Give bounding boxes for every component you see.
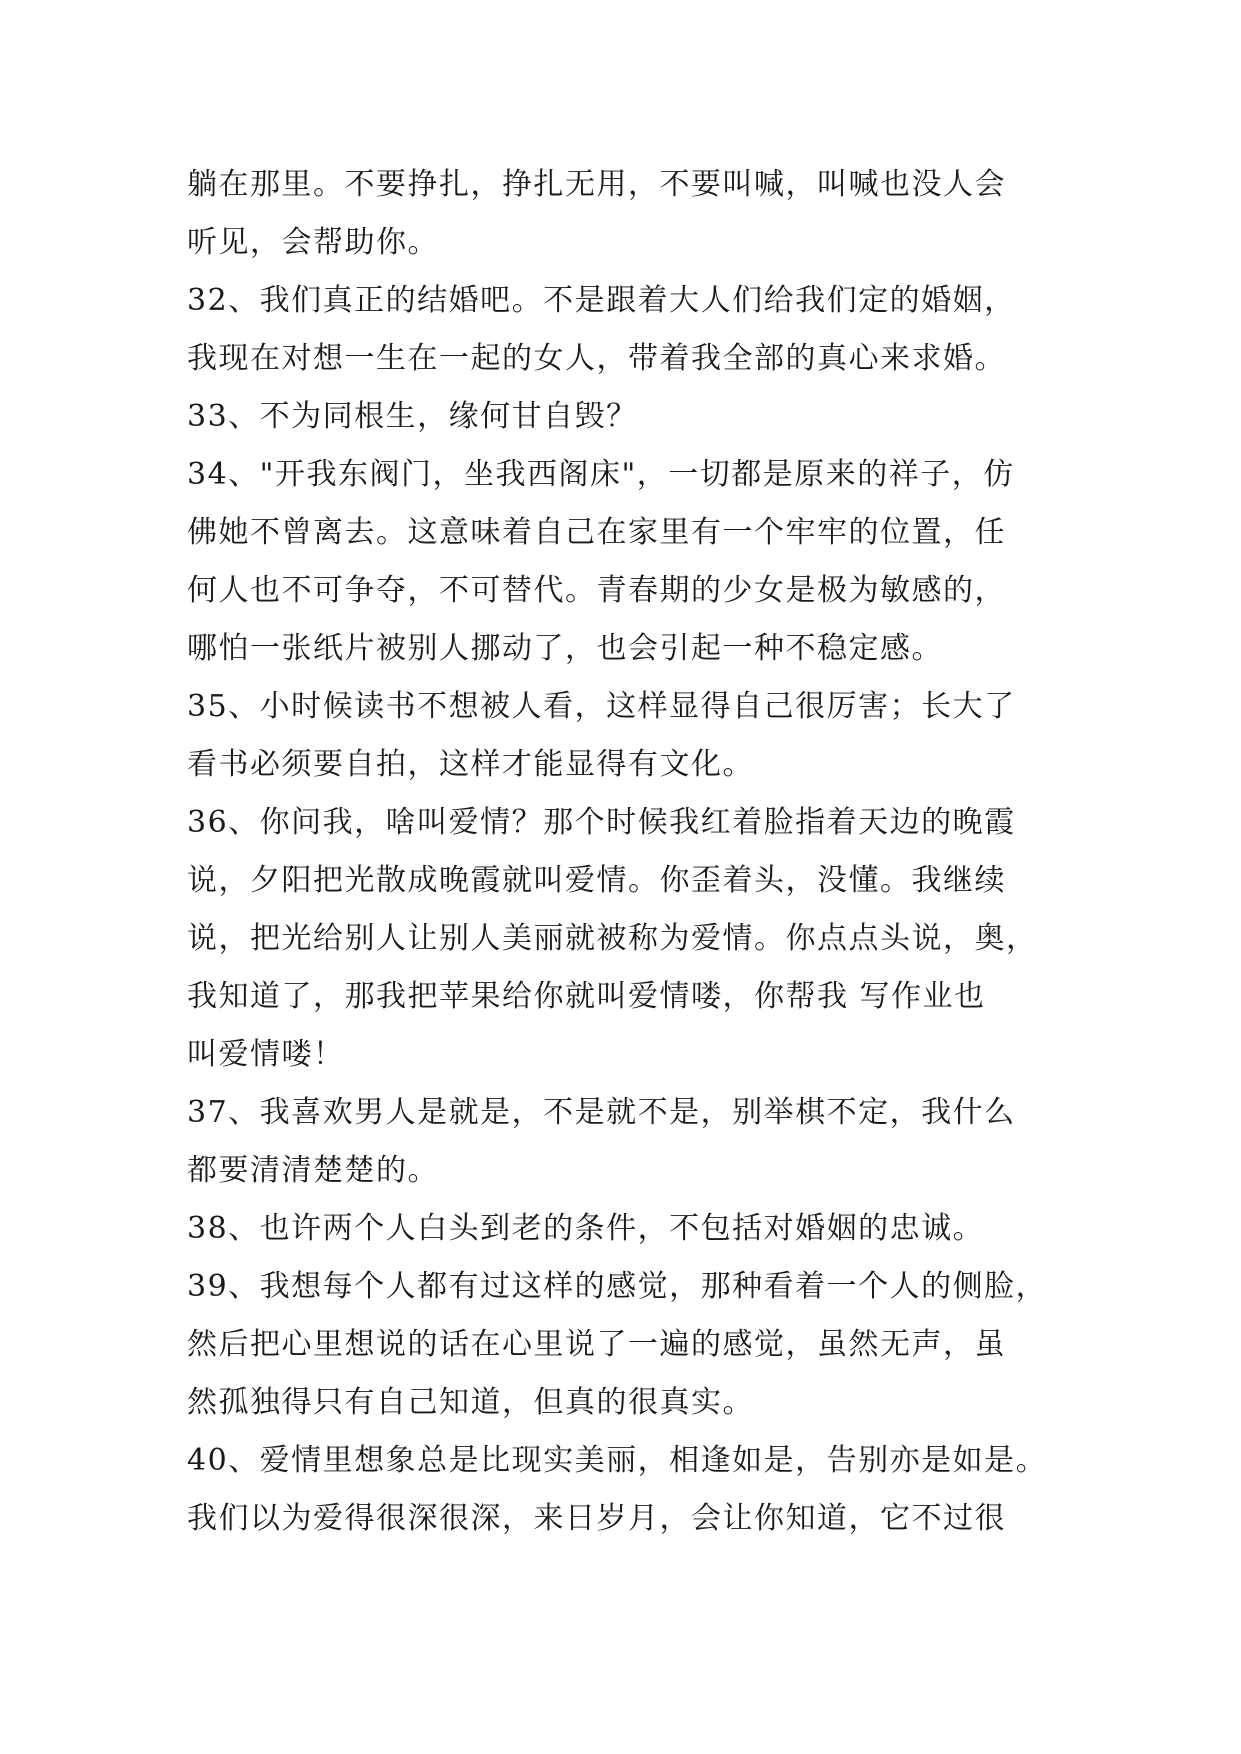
text-line: 然后把心里想说的话在心里说了一遍的感觉，虽然无声，虽 (187, 1327, 1006, 1362)
text-line: 看书必须要自拍，这样才能显得有文化。 (187, 747, 754, 782)
text-line: 32、我们真正的结婚吧。不是跟着大人们给我们定的婚姻， (187, 283, 1016, 318)
text-line: 叫爱情喽！ (187, 1037, 345, 1072)
text-line: 我们以为爱得很深很深，来日岁月，会让你知道，它不过很 (187, 1501, 1006, 1536)
text-line: 39、我想每个人都有过这样的感觉，那种看着一个人的侧脸， (187, 1269, 1048, 1304)
text-line: 说，夕阳把光散成晚霞就叫爱情。你歪着头，没懂。我继续 (187, 863, 1006, 898)
text-line: 40、爱情里想象总是比现实美丽，相逢如是，告别亦是如是。 (187, 1443, 1048, 1478)
text-line: 佛她不曾离去。这意味着自己在家里有一个牢牢的位置，任 (187, 515, 1006, 550)
text-line: 我知道了，那我把苹果给你就叫爱情喽，你帮我 写作业也 (187, 979, 986, 1014)
text-line: 听见，会帮助你。 (187, 225, 439, 260)
text-line: 38、也许两个人白头到老的条件，不包括对婚姻的忠诚。 (187, 1211, 985, 1246)
text-line: 34、"开我东阀门，坐我西阁床"，一切都是原来的祥子，仿 (187, 457, 1015, 492)
text-line: 35、小时候读书不想被人看，这样显得自己很厉害；长大了 (187, 689, 1016, 724)
text-line: 躺在那里。不要挣扎，挣扎无用，不要叫喊，叫喊也没人会 (187, 167, 1006, 202)
text-line: 我现在对想一生在一起的女人，带着我全部的真心来求婚。 (187, 341, 1006, 376)
text-line: 33、不为同根生，缘何甘自毁？ (187, 399, 638, 434)
text-line: 都要清清楚楚的。 (187, 1153, 439, 1188)
text-line: 36、你问我，啥叫爱情？那个时候我红着脸指着天边的晚霞 (187, 805, 1016, 840)
text-line: 何人也不可争夺，不可替代。青春期的少女是极为敏感的， (187, 573, 1006, 608)
text-line: 然孤独得只有自己知道，但真的很真实。 (187, 1385, 754, 1420)
text-line: 哪怕一张纸片被别人挪动了，也会引起一种不稳定感。 (187, 631, 943, 666)
text-line: 37、我喜欢男人是就是，不是就不是，别举棋不定，我什么 (187, 1095, 1016, 1130)
text-line: 说，把光给别人让别人美丽就被称为爱情。你点点头说，奥， (187, 921, 1038, 956)
